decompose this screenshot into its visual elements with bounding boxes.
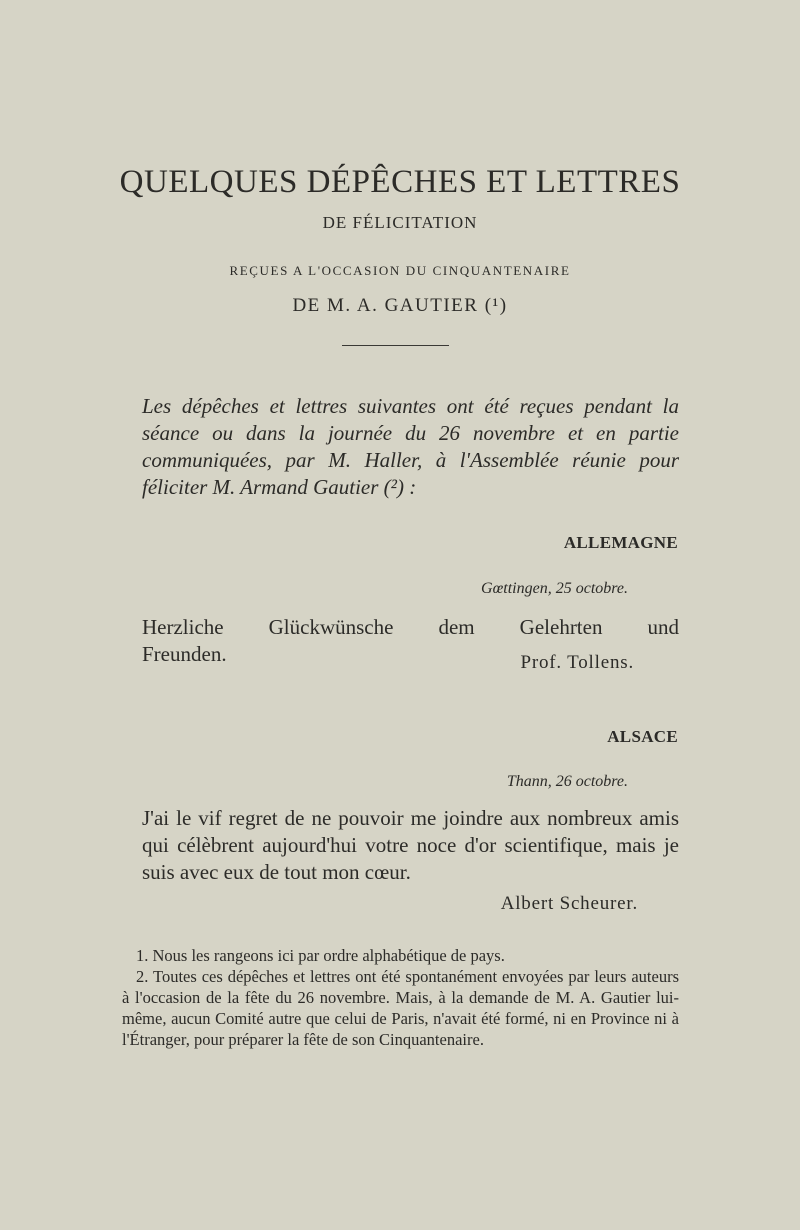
footnote-1: 1. Nous les rangeons ici par ordre alphabétique de pays. — [136, 946, 505, 965]
message-line-tollens-end: Freunden. — [142, 642, 227, 666]
country-heading-allemagne: ALLEMAGNE — [563, 533, 678, 552]
footnote-2: 2. Toutes ces dépêches et lettres ont été spontanément envoyées par leurs auteurs à l'occasion de la fête du 26 novembre. Mais, à la demande de M. A. Gautier lui-même, aucun Comité autre que celui de Paris, n'avait été formé, ni en Province ni à l'Étranger, pour préparer la fête de son Cinquantenaire. — [122, 967, 679, 1049]
footnotes — [122, 945, 679, 1050]
intro-paragraph: Les dépêches et lettres suivantes ont été reçues pendant la séance ou dans la journée du 26 novembre et en partie communiquées, par M. Haller, à l'Assemblée réunie pour féliciter M. Armand Gautier (²) : — [142, 394, 679, 499]
country-heading-alsace: ALSACE — [607, 727, 678, 746]
signature-scheurer: Albert Scheurer. — [500, 893, 638, 914]
person-line: DE M. A. GAUTIER (¹) — [292, 295, 508, 316]
place-date-goettingen: Gœttingen, 25 octobre. — [481, 580, 628, 597]
message-line-tollens: Herzliche Glückwünsche dem Gelehrten und — [142, 615, 679, 639]
occasion-line: REÇUES A L'OCCASION DU CINQUANTENAIRE — [229, 263, 571, 278]
place-date-thann: Thann, 26 octobre. — [506, 773, 628, 790]
title-divider — [342, 345, 449, 346]
page-title: QUELQUES DÉPÊCHES ET LETTRES — [119, 164, 681, 200]
signature-tollens: Prof. Tollens. — [520, 652, 634, 673]
message-scheurer: J'ai le vif regret de ne pouvoir me joindre aux nombreux amis qui célèbrent aujourd'hui votre noce d'or scientifique, mais je suis avec eux de tout mon cœur. — [142, 806, 679, 884]
page-subtitle: DE FÉLICITATION — [322, 213, 478, 232]
